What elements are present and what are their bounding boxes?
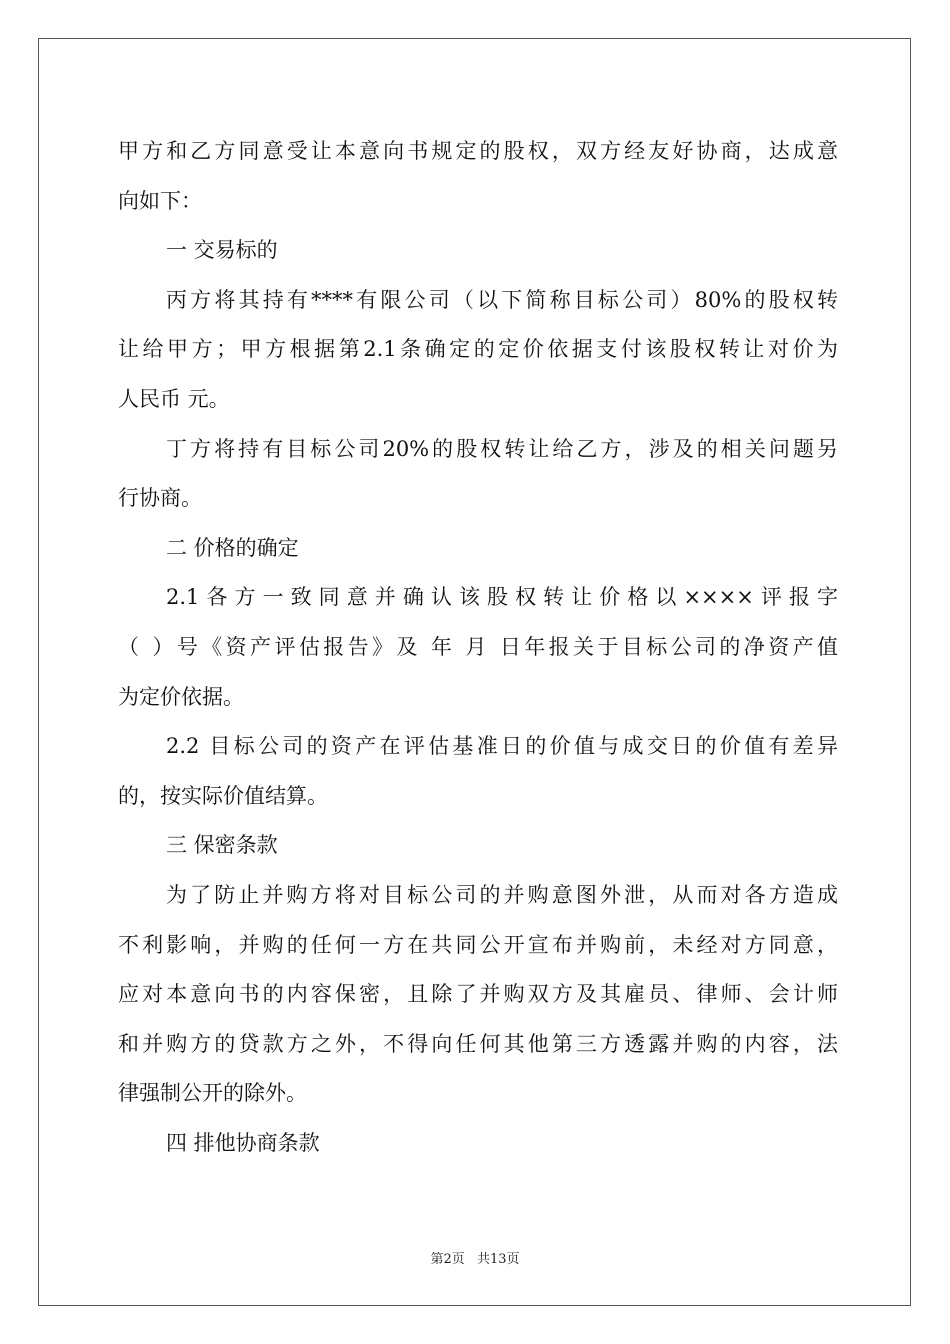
text-line: 丁方将持有目标公司20%的股权转让给乙方，涉及的相关问题另	[166, 436, 838, 461]
text-line: 向如下：	[118, 188, 202, 213]
text-line: 不利影响，并购的任何一方在共同公开宣布并购前，未经对方同意，	[118, 932, 838, 957]
text-line: 律强制公开的除外。	[118, 1081, 307, 1106]
text-line: 四 排他协商条款	[166, 1130, 320, 1155]
text-line: 三 保密条款	[166, 833, 278, 858]
text-line: （ ）号《资产评估报告》及 年 月 日年报关于目标公司的净资产值	[118, 634, 838, 659]
text-line: 人民币 元。	[118, 386, 230, 411]
text-line: 让给甲方；甲方根据第2.1条确定的定价依据支付该股权转让对价为	[118, 337, 838, 362]
page-footer	[0, 1248, 950, 1267]
text-line: 和并购方的贷款方之外，不得向任何其他第三方透露并购的内容，法	[118, 1031, 838, 1056]
page-total: 共13页	[476, 1252, 520, 1267]
text-line: 2.1各方一致同意并确认该股权转让价格以××××评报字	[166, 585, 838, 610]
text-line: 的，按实际价值结算。	[118, 783, 328, 808]
text-line: 甲方和乙方同意受让本意向书规定的股权，双方经友好协商，达成意	[118, 139, 838, 163]
text-line: 2.2 目标公司的资产在评估基准日的价值与成交日的价值有差异	[166, 734, 838, 759]
page-number: 第2页	[430, 1252, 465, 1267]
text-line: 一 交易标的	[166, 238, 278, 263]
text-line: 行协商。	[118, 486, 202, 511]
text-line: 为了防止并购方将对目标公司的并购意图外泄，从而对各方造成	[166, 882, 838, 907]
document-body	[118, 127, 838, 1168]
text-line: 二 价格的确定	[166, 535, 299, 560]
text-line: 为定价依据。	[118, 684, 244, 709]
text-line: 丙方将其持有****有限公司（以下简称目标公司）80%的股权转	[166, 287, 838, 312]
text-line: 应对本意向书的内容保密，且除了并购双方及其雇员、律师、会计师	[118, 982, 838, 1007]
